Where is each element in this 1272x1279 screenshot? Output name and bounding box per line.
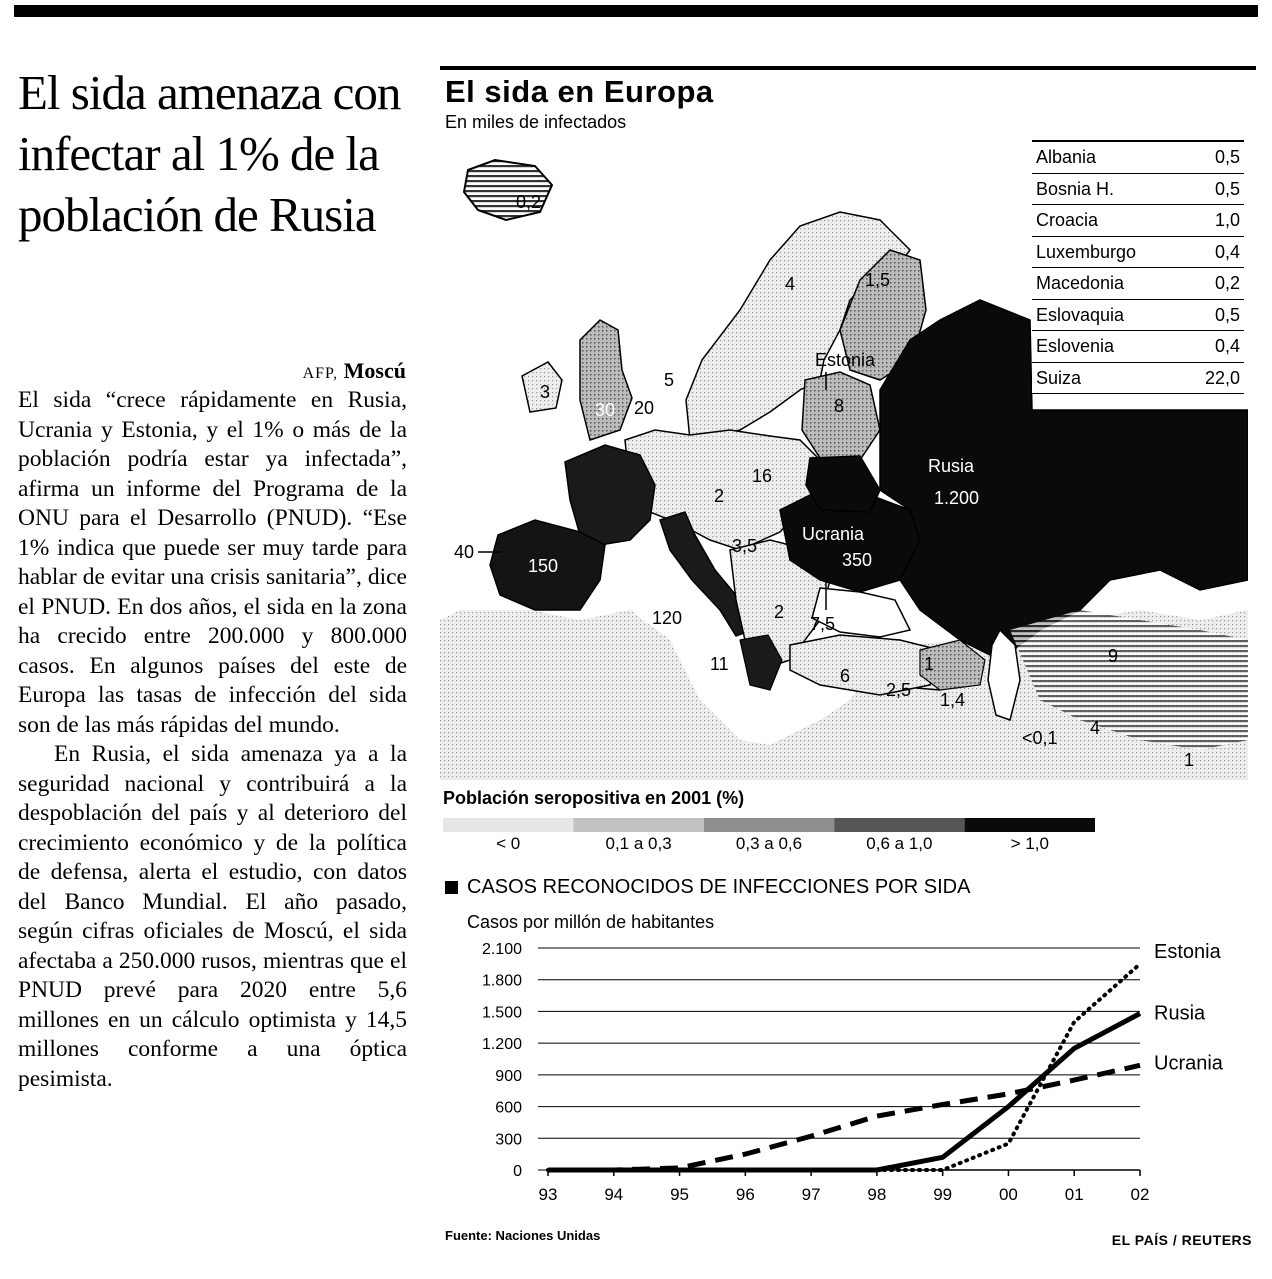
uk-shape	[580, 320, 632, 440]
series-label: Estonia	[1154, 940, 1221, 963]
headline: El sida amenaza con infectar al 1% de la población de Rusia	[18, 65, 401, 242]
y-tick-label: 1.500	[481, 1004, 522, 1022]
y-tick-label: 0	[513, 1163, 522, 1180]
x-tick-label: 02	[1130, 1185, 1150, 1204]
label-portugal: 40	[454, 542, 475, 562]
label-spain: 150	[528, 556, 559, 576]
x-tick-label: 97	[801, 1185, 821, 1204]
legend-swatch	[443, 818, 573, 832]
series-label: Rusia	[1154, 1002, 1206, 1025]
x-tick-label: 00	[998, 1185, 1018, 1204]
france-shape	[565, 445, 655, 545]
country-name: Luxemburgo	[1036, 241, 1137, 262]
y-tick-label: 1.200	[481, 1036, 522, 1054]
table-row	[1032, 237, 1244, 269]
x-tick-label: 94	[604, 1185, 624, 1204]
country-name: Croacia	[1036, 210, 1099, 230]
label-finland: 1,5	[865, 270, 891, 290]
dateline-city: Moscú	[343, 358, 406, 383]
x-tick-label: 98	[867, 1185, 887, 1204]
x-tick-label: 93	[538, 1185, 558, 1204]
legend-swatch	[965, 818, 1095, 832]
x-tick-label: 99	[933, 1185, 953, 1204]
chart-heading-text: CASOS RECONOCIDOS DE INFECCIONES POR SIDA	[467, 876, 971, 898]
small-countries-table	[1032, 140, 1244, 394]
label-armenia: 2,5	[886, 680, 912, 700]
table-row	[1032, 331, 1244, 363]
label-hungary: 3,5	[732, 536, 758, 556]
label-azerbaijan: 1,4	[940, 690, 966, 710]
label-austria: 2	[714, 486, 725, 506]
source-note: Fuente: Naciones Unidas	[445, 1228, 601, 1243]
paragraph-2: En Rusia, el sida amenaza ya a la seguridad nacional y contribuirá a la despoblación del país y al deterioro del crecimiento económico y de la política de defensa, alerta el estudio, con datos del Banco Mundial. El año pasado, según cifras oficiales de Moscú, el sida afectaba a 250.000 rusos, mientras que el PNUD prevé para 2020 entre 5,6 millones en un cálculo optimista y 14,5 millones conforme a una óptica pesimista.	[18, 741, 407, 1092]
table-row	[1032, 142, 1244, 174]
belarus-shape	[806, 456, 880, 512]
label-poland: 16	[752, 466, 773, 486]
label-turkey: 6	[840, 666, 851, 686]
label-estonia: Estonia	[815, 350, 876, 370]
table-row	[1032, 363, 1244, 395]
article-body	[18, 386, 407, 1094]
y-tick-label: 1.800	[481, 972, 522, 990]
legend-title: Población seropositiva en 2001 (%)	[443, 788, 745, 808]
series-line-ucrania	[548, 1065, 1140, 1170]
y-tick-label: 900	[495, 1067, 522, 1085]
credit: EL PAÍS / REUTERS	[1111, 1232, 1252, 1248]
label-romania: 7,5	[810, 614, 836, 634]
label-ireland: 3	[540, 382, 551, 402]
legend-bar	[443, 818, 1095, 832]
paragraph-1: El sida “crece rápidamente en Rusia, Ucrania y Estonia, y el 1% o más de la población podría estar ya infectada”, afirma un informe del Programa de la ONU para el Desarrollo (PNUD). “Ese 1% indica que puede ser muy tarde para hablar de evitar una crisis sanitaria”, dice el PNUD. En dos años, el sida en la zona ha crecido entre 200.000 y 800.000 casos. En algunos países del este de Europa las tasas de infección del sida son de las más rápidas del mundo.	[18, 387, 407, 738]
country-value: 0,5	[1214, 178, 1240, 199]
country-name: Eslovenia	[1036, 336, 1115, 356]
label-denmark: 5	[664, 370, 675, 390]
series-label: Ucrania	[1154, 1052, 1223, 1075]
table-row	[1032, 174, 1244, 206]
country-value: 0,5	[1214, 147, 1240, 167]
cases-line-chart	[440, 935, 1240, 1225]
legend-swatch	[704, 818, 834, 832]
label-russia-value: 1.200	[934, 488, 980, 508]
label-uzbekistan: <0,1	[1022, 728, 1058, 748]
graphic-title: El sida en Europa	[445, 74, 714, 109]
x-tick-label: 95	[670, 1185, 690, 1204]
country-value: 1,0	[1214, 210, 1240, 230]
legend-label: 0,1 a 0,3	[605, 834, 672, 853]
label-iceland: 0,2	[516, 192, 542, 212]
dateline-agency: AFP,	[302, 365, 339, 382]
country-value: 0,4	[1214, 336, 1240, 356]
dateline	[18, 358, 406, 384]
label-ukraine-value: 350	[842, 550, 873, 570]
legend-label: 0,6 a 1,0	[866, 834, 933, 853]
label-norway: 4	[785, 274, 796, 294]
label-kazakhstan: 9	[1108, 646, 1119, 666]
label-bulgaria: 2	[774, 602, 785, 622]
x-tick-label: 01	[1064, 1185, 1084, 1204]
country-value: 0,2	[1214, 273, 1240, 293]
country-name: Bosnia H.	[1036, 178, 1115, 199]
graphic-top-rule	[440, 66, 1256, 70]
label-kyrgyzstan: 1	[1184, 750, 1195, 770]
legend-labels	[443, 834, 1095, 856]
label-georgia: 1	[924, 654, 935, 674]
table-row	[1032, 300, 1244, 332]
y-tick-label: 300	[495, 1131, 522, 1149]
x-tick-label: 96	[735, 1185, 755, 1204]
country-name: Suiza	[1036, 367, 1082, 388]
graphic-subtitle: En miles de infectados	[445, 112, 627, 132]
label-greece: 11	[710, 654, 729, 674]
square-bullet-icon	[445, 881, 458, 894]
table-row	[1032, 268, 1244, 300]
country-name: Eslovaquia	[1036, 304, 1125, 325]
legend-swatch	[834, 818, 964, 832]
label-tajikistan: 4	[1090, 718, 1101, 738]
label-estonia-value: 8	[834, 396, 845, 416]
legend-label: > 1,0	[1010, 834, 1049, 853]
series-line-rusia	[548, 1014, 1140, 1171]
label-italy: 120	[652, 608, 683, 628]
label-uk: 30	[595, 400, 616, 420]
country-value: 22,0	[1204, 367, 1240, 388]
label-netherlands: 20	[634, 398, 655, 418]
chart-heading	[445, 876, 970, 899]
legend-label: < 0	[496, 834, 521, 853]
label-ukraine: Ucrania	[802, 524, 865, 544]
y-tick-label: 600	[495, 1099, 522, 1117]
country-name: Macedonia	[1036, 273, 1125, 293]
turkey-shape	[790, 635, 940, 695]
country-value: 0,5	[1214, 304, 1240, 325]
label-russia: Rusia	[928, 456, 975, 476]
country-value: 0,4	[1214, 241, 1240, 262]
table-row	[1032, 205, 1244, 237]
legend-label: 0,3 a 0,6	[735, 834, 803, 853]
y-tick-label: 2.100	[481, 941, 522, 958]
chart-ylabel: Casos por millón de habitantes	[467, 912, 715, 932]
baltic-shape	[802, 372, 880, 460]
legend-swatch	[573, 818, 703, 832]
country-name: Albania	[1036, 147, 1097, 167]
top-rule	[14, 5, 1258, 17]
